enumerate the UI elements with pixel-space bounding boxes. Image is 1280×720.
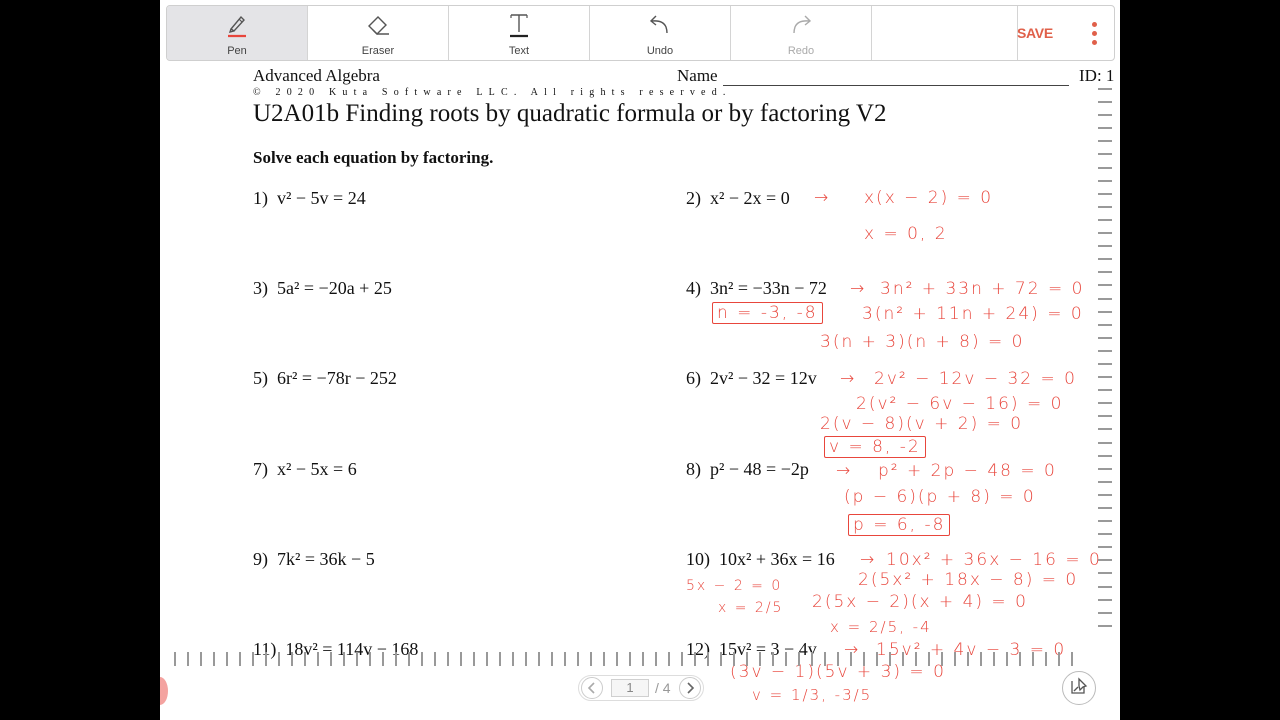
ink-p10-step3: 2(5x − 2)(x + 4) = 0 [812, 592, 1028, 612]
ink-p8-answer-box: p = 6, -8 [848, 514, 950, 536]
page-total: / 4 [655, 680, 671, 696]
text-tool-label: Text [508, 45, 530, 57]
name-line [723, 85, 1069, 86]
eraser-tool-button[interactable] [308, 6, 449, 60]
kebab-menu-icon[interactable] [1088, 22, 1100, 45]
course-name: Advanced Algebra [253, 66, 380, 85]
copyright-text: © 2020 Kuta Software LLC. All rights reserved. [253, 87, 732, 98]
redo-label: Redo [787, 45, 815, 57]
text-icon [506, 12, 532, 38]
pen-tool-label: Pen [227, 45, 247, 57]
equation: 2v² − 32 = 12v [710, 368, 817, 388]
instructions: Solve each equation by factoring. [253, 148, 494, 167]
ink-p4-step1: 3n² + 33n + 72 = 0 [880, 279, 1085, 299]
ink-p12-answer: v = 1/3, -3/5 [752, 686, 873, 704]
equation: 7k² = 36k − 5 [277, 549, 375, 569]
ink-p4-step3: 3(n + 3)(n + 8) = 0 [820, 332, 1025, 352]
equation: 3n² = −33n − 72 [710, 278, 827, 298]
ink-p6-step2: 2(v² − 6v − 16) = 0 [856, 394, 1064, 414]
equation: x² − 5x = 6 [277, 459, 357, 479]
ink-p6-step1: 2v² − 12v − 32 = 0 [874, 369, 1077, 389]
equation: p² − 48 = −2p [710, 459, 809, 479]
pin-note-button[interactable] [1062, 671, 1096, 705]
problem-10: 10) 10x² + 36x = 16 [686, 549, 835, 569]
ink-p12-step1: 15v² + 4v − 3 = 0 [876, 640, 1067, 660]
chevron-left-icon[interactable] [581, 677, 603, 699]
problem-5: 5) 6r² = −78r − 252 [253, 368, 397, 388]
ink-p2-answer: x = 0, 2 [864, 224, 948, 244]
pin-note-icon [1069, 676, 1089, 701]
ink-p6-step3: 2(v − 8)(v + 2) = 0 [820, 414, 1024, 434]
ink-arrow: → [840, 369, 857, 389]
equation: x² − 2x = 0 [710, 188, 790, 208]
problem-11: 11) 18v² = 114v − 168 [253, 639, 419, 659]
ink-p8-step2: (p − 6)(p + 8) = 0 [844, 487, 1036, 507]
ink-p2-step1: x(x − 2) = 0 [864, 188, 994, 208]
chevron-right-icon[interactable] [679, 677, 701, 699]
ink-p10-side-answer: x = 2/5 [718, 600, 784, 616]
name-label: Name [677, 66, 718, 85]
undo-icon [647, 12, 673, 38]
problem-1: 1) v² − 5v = 24 [253, 188, 366, 208]
ink-arrow: → [836, 461, 853, 481]
problem-7: 7) x² − 5x = 6 [253, 459, 357, 479]
eraser-icon [365, 12, 391, 38]
problem-3: 3) 5a² = −20a + 25 [253, 278, 392, 298]
ink-arrow: → [814, 188, 831, 208]
ink-p12-step2: (3v − 1)(5v + 3) = 0 [730, 662, 946, 682]
text-tool-button[interactable] [449, 6, 590, 60]
ink-p10-step1: 10x² + 36x − 16 = 0 [886, 550, 1102, 570]
ink-p10-answer: x = 2/5, -4 [830, 618, 932, 636]
pen-cursor-indicator [160, 677, 168, 705]
page-number-input[interactable]: 1 [611, 679, 649, 697]
ink-p10-side-step: 5x − 2 = 0 [686, 578, 783, 594]
equation: 18v² = 114v − 168 [285, 639, 419, 659]
pen-tool-button[interactable] [167, 6, 308, 60]
problem-6: 6) 2v² − 32 = 12v [686, 368, 817, 388]
ink-p10-step2: 2(5x² + 18x − 8) = 0 [858, 570, 1079, 590]
ink-p8-step1: p² + 2p − 48 = 0 [878, 461, 1057, 481]
undo-button[interactable] [590, 6, 731, 60]
toolbar-spacer [872, 6, 1018, 60]
pen-icon [224, 12, 250, 38]
ink-arrow: → [844, 640, 861, 660]
equation: 15v² = 3 − 4v [719, 639, 817, 659]
horizontal-scroll-ruler[interactable] [174, 652, 1084, 666]
undo-label: Undo [646, 45, 674, 57]
equation: 10x² + 36x = 16 [719, 549, 835, 569]
equation: v² − 5v = 24 [277, 188, 366, 208]
worksheet-page[interactable] [160, 62, 1120, 720]
pdf-annotator [160, 0, 1120, 720]
ink-p4-answer-box: n = -3, -8 [712, 302, 823, 324]
save-button[interactable]: SAVE [1017, 25, 1053, 41]
ink-arrow: → [850, 279, 867, 299]
page-navigator [578, 675, 704, 701]
vertical-scroll-ruler[interactable] [1098, 88, 1112, 648]
redo-icon [788, 12, 814, 38]
annotation-toolbar [166, 5, 1115, 61]
worksheet-title: U2A01b Finding roots by quadratic formula or by factoring V2 [253, 100, 887, 127]
problem-9: 9) 7k² = 36k − 5 [253, 549, 375, 569]
id-label: ID: 1 [1079, 66, 1115, 85]
ink-arrow: → [860, 550, 877, 570]
redo-button[interactable] [731, 6, 872, 60]
problem-12: 12) 15v² = 3 − 4v [686, 639, 817, 659]
problem-8: 8) p² − 48 = −2p [686, 459, 809, 479]
save-area [1018, 6, 1114, 60]
problem-4: 4) 3n² = −33n − 72 [686, 278, 827, 298]
ink-p6-answer-box: v = 8, -2 [824, 436, 926, 458]
problem-2: 2) x² − 2x = 0 [686, 188, 790, 208]
equation: 6r² = −78r − 252 [277, 368, 397, 388]
ink-p4-step2: 3(n² + 11n + 24) = 0 [862, 304, 1084, 324]
equation: 5a² = −20a + 25 [277, 278, 392, 298]
eraser-tool-label: Eraser [361, 45, 395, 57]
